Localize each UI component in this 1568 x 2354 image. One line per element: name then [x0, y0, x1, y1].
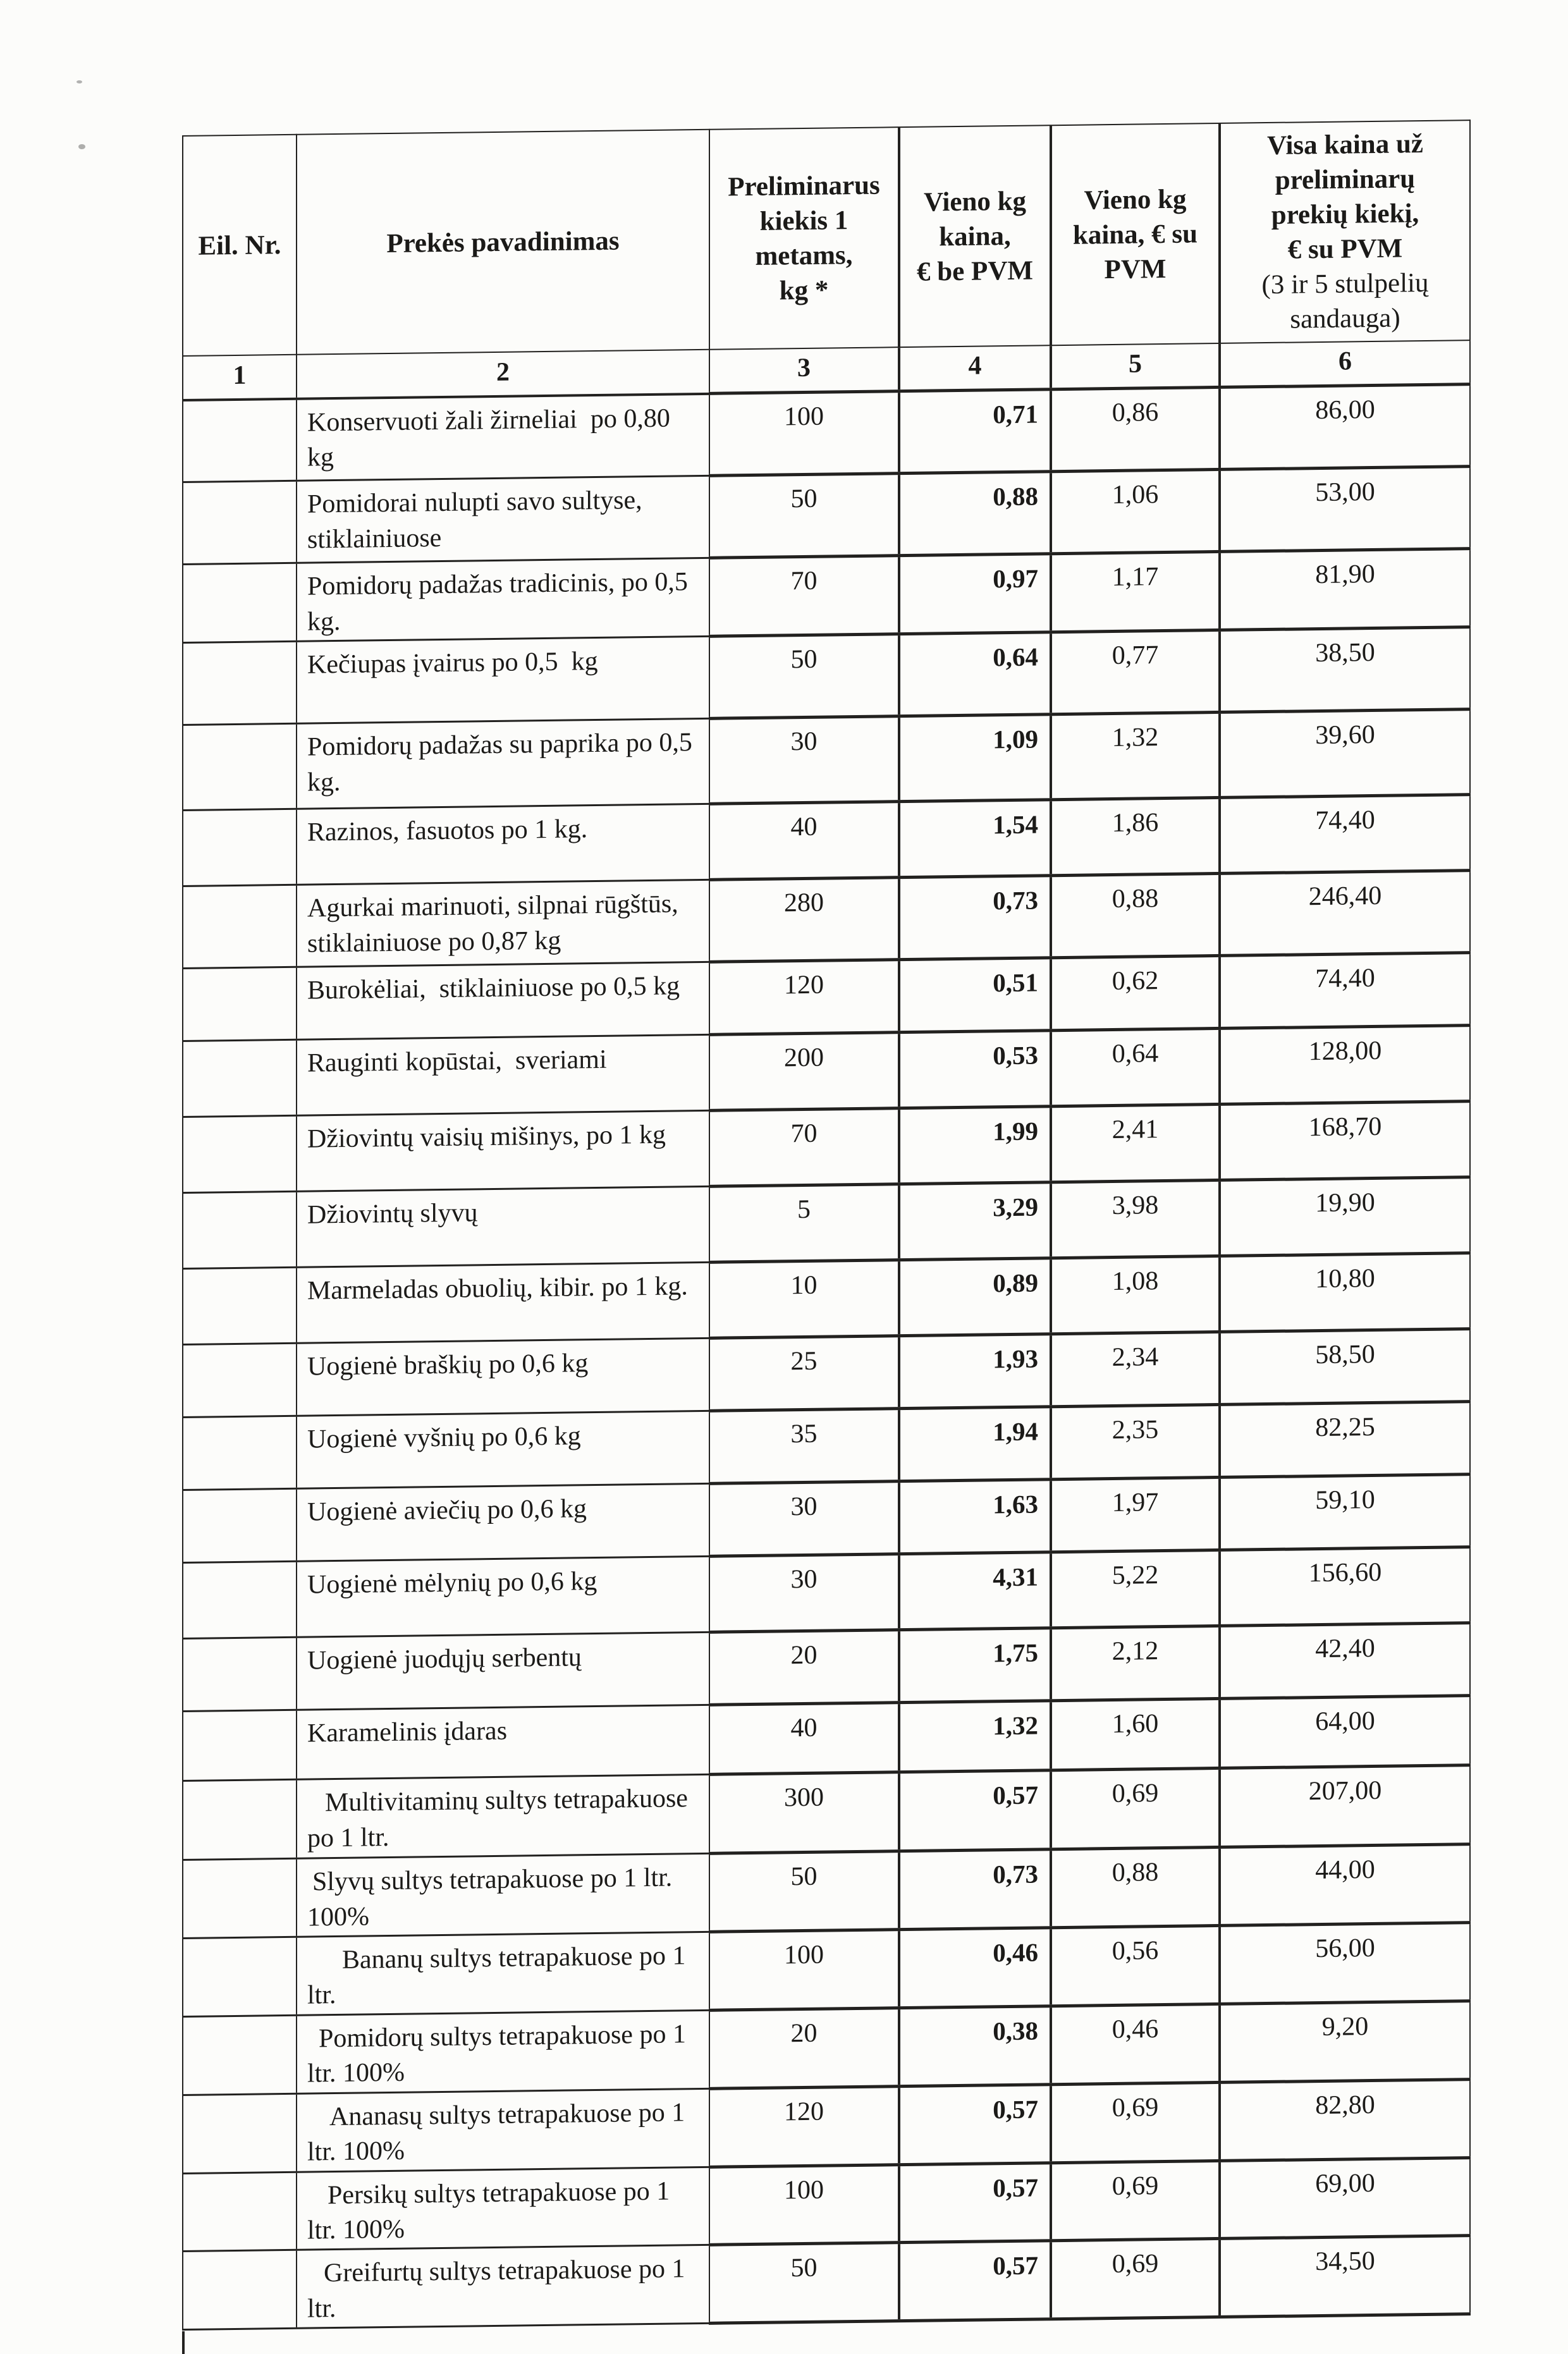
cell-product-name: Slyvų sultys tetrapakuose po 1 ltr. 100%: [297, 1853, 709, 1937]
cell-eil-nr: [183, 398, 297, 482]
cell-product-name: Greifurtų sultys tetrapakuose po 1 ltr.: [297, 2245, 709, 2329]
cell-price-no-vat: 1,63: [899, 1480, 1051, 1554]
cell-eil-nr: [183, 1937, 297, 2016]
cell-price-no-vat: 1,94: [899, 1407, 1051, 1481]
cell-preliminary-qty: 200: [709, 1033, 899, 1111]
cell-total-price: 82,25: [1220, 1402, 1470, 1478]
cell-preliminary-qty: 50: [709, 474, 899, 558]
price-table: [182, 120, 1471, 2331]
cell-price-no-vat: 0,71: [899, 389, 1051, 474]
cell-total-price: 34,50: [1220, 2236, 1470, 2317]
cell-product-name: Pomidorai nulupti savo sultyse, stiklainiuose: [297, 475, 709, 563]
cell-preliminary-qty: 40: [709, 1703, 899, 1775]
cell-total-price: 86,00: [1220, 384, 1470, 470]
cell-preliminary-qty: 280: [709, 878, 899, 962]
cell-product-name: Kečiupas įvairus po 0,5 kg: [297, 636, 709, 723]
cell-price-no-vat: 0,88: [899, 472, 1051, 556]
cell-preliminary-qty: 30: [709, 716, 899, 804]
header-row: [183, 120, 1470, 356]
cell-total-price: 58,50: [1220, 1329, 1470, 1405]
cell-eil-nr: [183, 1637, 297, 1711]
cell-product-name: Persikų sultys tetrapakuose po 1 ltr. 100%: [297, 2167, 709, 2250]
cell-price-no-vat: 0,73: [899, 1849, 1051, 1930]
cell-price-with-vat: 2,34: [1051, 1332, 1220, 1407]
cell-eil-nr: [183, 1488, 297, 1562]
cell-preliminary-qty: 120: [709, 960, 899, 1035]
cell-price-with-vat: 0,77: [1051, 630, 1220, 714]
cell-total-price: 81,90: [1220, 549, 1470, 630]
cell-price-no-vat: 3,29: [899, 1182, 1051, 1260]
cell-product-name: Uogienė vyšnių po 0,6 kg: [297, 1411, 709, 1488]
cell-total-price: 10,80: [1220, 1253, 1470, 1332]
cell-price-with-vat: 0,46: [1051, 2004, 1220, 2084]
scan-speck: [77, 80, 82, 83]
cell-eil-nr: [183, 1343, 297, 1417]
cell-price-with-vat: 0,69: [1051, 2239, 1220, 2319]
cell-preliminary-qty: 30: [709, 1554, 899, 1633]
cell-price-no-vat: 1,93: [899, 1334, 1051, 1409]
cell-price-no-vat: 0,57: [899, 2162, 1051, 2243]
cell-total-price: 207,00: [1220, 1765, 1470, 1848]
cell-eil-nr: [183, 723, 297, 810]
cell-price-no-vat: 0,53: [899, 1031, 1051, 1108]
cell-preliminary-qty: 20: [709, 2008, 899, 2088]
cell-total-price: 38,50: [1220, 627, 1470, 713]
cell-price-no-vat: 1,09: [899, 714, 1051, 802]
cell-product-name: Razinos, fasuotos po 1 kg.: [297, 804, 709, 885]
cell-eil-nr: [183, 1416, 297, 1490]
cell-price-with-vat: 2,41: [1051, 1105, 1220, 1182]
cell-total-price: 42,40: [1220, 1623, 1470, 1699]
cell-total-price: 128,00: [1220, 1026, 1470, 1105]
header-kaina-be-pvm: Vieno kg kaina, € be PVM: [899, 125, 1051, 347]
header-prekes-pavadinimas: Prekės pavadinimas: [297, 130, 709, 355]
cell-eil-nr: [183, 563, 297, 642]
cell-product-name: Džiovintų slyvų: [297, 1186, 709, 1267]
cell-price-with-vat: 0,56: [1051, 1925, 1220, 2006]
column-number: 2: [297, 350, 709, 398]
header-eil-nr: Eil. Nr.: [183, 135, 297, 356]
cell-price-with-vat: 3,98: [1051, 1180, 1220, 1258]
cell-eil-nr: [183, 1267, 297, 1344]
cell-price-with-vat: 1,32: [1051, 713, 1220, 800]
header-visa-kaina-main: Visa kaina už preliminarų prekių kiekį, € su PVM: [1267, 129, 1423, 265]
table-row: [183, 2001, 1470, 2095]
table-row: [183, 1923, 1470, 2017]
cell-price-no-vat: 0,38: [899, 2006, 1051, 2087]
price-table-wrap: [182, 120, 1469, 2331]
column-number: 5: [1051, 343, 1220, 389]
cell-price-no-vat: 0,57: [899, 1770, 1051, 1851]
cell-product-name: Agurkai marinuoti, silpnai rūgštūs, stiklainiuose po 0,87 kg: [297, 880, 709, 967]
cell-price-with-vat: 1,06: [1051, 470, 1220, 554]
cell-product-name: Rauginti kopūstai, sveriami: [297, 1034, 709, 1115]
cell-price-no-vat: 1,99: [899, 1107, 1051, 1184]
cell-product-name: Multivitaminų sultys tetrapakuose po 1 ltr.: [297, 1774, 709, 1858]
cell-eil-nr: [183, 481, 297, 564]
cell-product-name: Ananasų sultys tetrapakuose po 1 ltr. 100%: [297, 2088, 709, 2172]
cell-price-with-vat: 2,12: [1051, 1626, 1220, 1701]
cell-price-no-vat: 0,89: [899, 1258, 1051, 1336]
column-number: 6: [1220, 340, 1470, 387]
header-preliminarus-kiekis: Preliminarus kiekis 1 metams, kg *: [709, 127, 899, 350]
cell-preliminary-qty: 300: [709, 1772, 899, 1854]
scan-speck: [78, 144, 85, 149]
cell-preliminary-qty: 10: [709, 1260, 899, 1339]
column-number: 3: [709, 347, 899, 393]
cell-eil-nr: [183, 1191, 297, 1268]
cell-price-with-vat: 0,88: [1051, 874, 1220, 958]
cell-price-with-vat: 5,22: [1051, 1550, 1220, 1628]
cell-price-no-vat: 1,75: [899, 1628, 1051, 1703]
cell-product-name: Karamelinis įdaras: [297, 1705, 709, 1779]
cell-product-name: Konservuoti žali žirneliai po 0,80 kg: [297, 393, 709, 481]
cell-eil-nr: [183, 1039, 297, 1117]
table-row: [183, 549, 1470, 643]
cell-price-with-vat: 2,35: [1051, 1405, 1220, 1480]
cell-price-no-vat: 0,64: [899, 632, 1051, 716]
cell-total-price: 9,20: [1220, 2001, 1470, 2082]
table-row: [183, 2236, 1470, 2330]
cell-price-with-vat: 1,97: [1051, 1478, 1220, 1552]
header-kaina-su-pvm: Vieno kg kaina, € su PVM: [1051, 123, 1220, 345]
cell-eil-nr: [183, 885, 297, 968]
cell-product-name: Pomidorų padažas su paprika po 0,5 kg.: [297, 718, 709, 809]
cell-eil-nr: [183, 1858, 297, 1938]
cell-price-no-vat: 0,57: [899, 2084, 1051, 2164]
cell-price-no-vat: 4,31: [899, 1552, 1051, 1630]
cell-preliminary-qty: 5: [709, 1184, 899, 1263]
cell-eil-nr: [183, 1561, 297, 1638]
cell-total-price: 156,60: [1220, 1547, 1470, 1626]
cell-total-price: 19,90: [1220, 1177, 1470, 1256]
cell-preliminary-qty: 50: [709, 634, 899, 719]
table-row: [183, 1765, 1470, 1860]
cell-product-name: Bananų sultys tetrapakuose po 1 ltr.: [297, 1932, 709, 2015]
cell-product-name: Marmeladas obuolių, kibir. po 1 kg.: [297, 1262, 709, 1343]
cell-eil-nr: [183, 809, 297, 886]
table-row: [183, 1844, 1470, 1939]
cell-total-price: 74,40: [1220, 953, 1470, 1029]
table-row: [183, 871, 1470, 969]
cell-price-no-vat: 0,73: [899, 876, 1051, 960]
cell-price-with-vat: 1,08: [1051, 1256, 1220, 1334]
cell-total-price: 53,00: [1220, 467, 1470, 552]
cell-eil-nr: [183, 2250, 297, 2330]
cell-price-with-vat: 0,62: [1051, 956, 1220, 1031]
table-row: [183, 467, 1470, 565]
table-row: [183, 2157, 1470, 2252]
scan-border-tail: [182, 2331, 185, 2354]
cell-preliminary-qty: 20: [709, 1630, 899, 1705]
cell-product-name: Džiovintų vaisių mišinys, po 1 kg: [297, 1110, 709, 1191]
cell-total-price: 69,00: [1220, 2157, 1470, 2239]
cell-price-no-vat: 1,54: [899, 800, 1051, 878]
cell-price-with-vat: 0,69: [1051, 2082, 1220, 2162]
cell-price-with-vat: 0,86: [1051, 388, 1220, 472]
cell-total-price: 168,70: [1220, 1101, 1470, 1180]
cell-price-no-vat: 0,46: [899, 1928, 1051, 2008]
cell-eil-nr: [183, 2093, 297, 2173]
cell-total-price: 64,00: [1220, 1696, 1470, 1769]
cell-total-price: 39,60: [1220, 709, 1470, 798]
cell-total-price: 82,80: [1220, 2079, 1470, 2161]
cell-eil-nr: [183, 1115, 297, 1192]
cell-preliminary-qty: 30: [709, 1481, 899, 1557]
cell-preliminary-qty: 100: [709, 1930, 899, 2011]
cell-preliminary-qty: 120: [709, 2086, 899, 2167]
cell-product-name: Uogienė aviečių po 0,6 kg: [297, 1483, 709, 1561]
cell-price-with-vat: 0,69: [1051, 2161, 1220, 2241]
cell-total-price: 74,40: [1220, 795, 1470, 874]
cell-preliminary-qty: 35: [709, 1409, 899, 1484]
cell-price-with-vat: 1,86: [1051, 798, 1220, 876]
cell-product-name: Pomidorų padažas tradicinis, po 0,5 kg.: [297, 558, 709, 641]
cell-preliminary-qty: 40: [709, 802, 899, 880]
cell-product-name: Uogienė mėlynių po 0,6 kg: [297, 1556, 709, 1637]
cell-preliminary-qty: 100: [709, 391, 899, 476]
cell-price-with-vat: 0,64: [1051, 1029, 1220, 1107]
cell-total-price: 56,00: [1220, 1923, 1470, 2004]
table-row: [183, 2079, 1470, 2173]
table-row: [183, 709, 1470, 811]
cell-eil-nr: [183, 1779, 297, 1860]
cell-eil-nr: [183, 967, 297, 1041]
cell-product-name: Pomidorų sultys tetrapakuose po 1 ltr. 100%: [297, 2010, 709, 2093]
cell-total-price: 246,40: [1220, 871, 1470, 956]
column-number: 4: [899, 345, 1051, 391]
table-row: [183, 627, 1470, 725]
cell-product-name: Uogienė juodųjų serbentų: [297, 1632, 709, 1710]
cell-preliminary-qty: 50: [709, 2243, 899, 2324]
cell-price-with-vat: 1,17: [1051, 552, 1220, 632]
header-visa-kaina-note: (3 ir 5 stulpelių sandauga): [1261, 268, 1429, 334]
cell-price-no-vat: 0,97: [899, 554, 1051, 634]
cell-product-name: Uogienė braškių po 0,6 kg: [297, 1338, 709, 1416]
cell-eil-nr: [183, 641, 297, 725]
cell-price-no-vat: 0,51: [899, 958, 1051, 1033]
cell-product-name: Burokėliai, stiklainiuose po 0,5 kg: [297, 962, 709, 1039]
cell-preliminary-qty: 25: [709, 1336, 899, 1411]
cell-price-with-vat: 0,88: [1051, 1848, 1220, 1928]
cell-eil-nr: [183, 2172, 297, 2252]
cell-preliminary-qty: 70: [709, 556, 899, 637]
cell-eil-nr: [183, 1710, 297, 1781]
cell-preliminary-qty: 100: [709, 2164, 899, 2245]
cell-preliminary-qty: 70: [709, 1108, 899, 1187]
cell-total-price: 44,00: [1220, 1844, 1470, 1926]
cell-price-no-vat: 1,32: [899, 1701, 1051, 1772]
cell-preliminary-qty: 50: [709, 1851, 899, 1932]
cell-price-with-vat: 1,60: [1051, 1699, 1220, 1770]
cell-price-with-vat: 0,69: [1051, 1769, 1220, 1849]
cell-eil-nr: [183, 2015, 297, 2095]
cell-total-price: 59,10: [1220, 1474, 1470, 1550]
table-row: [183, 384, 1470, 482]
cell-price-no-vat: 0,57: [899, 2241, 1051, 2321]
column-number: 1: [183, 355, 297, 400]
header-visa-kaina: [1220, 120, 1470, 343]
